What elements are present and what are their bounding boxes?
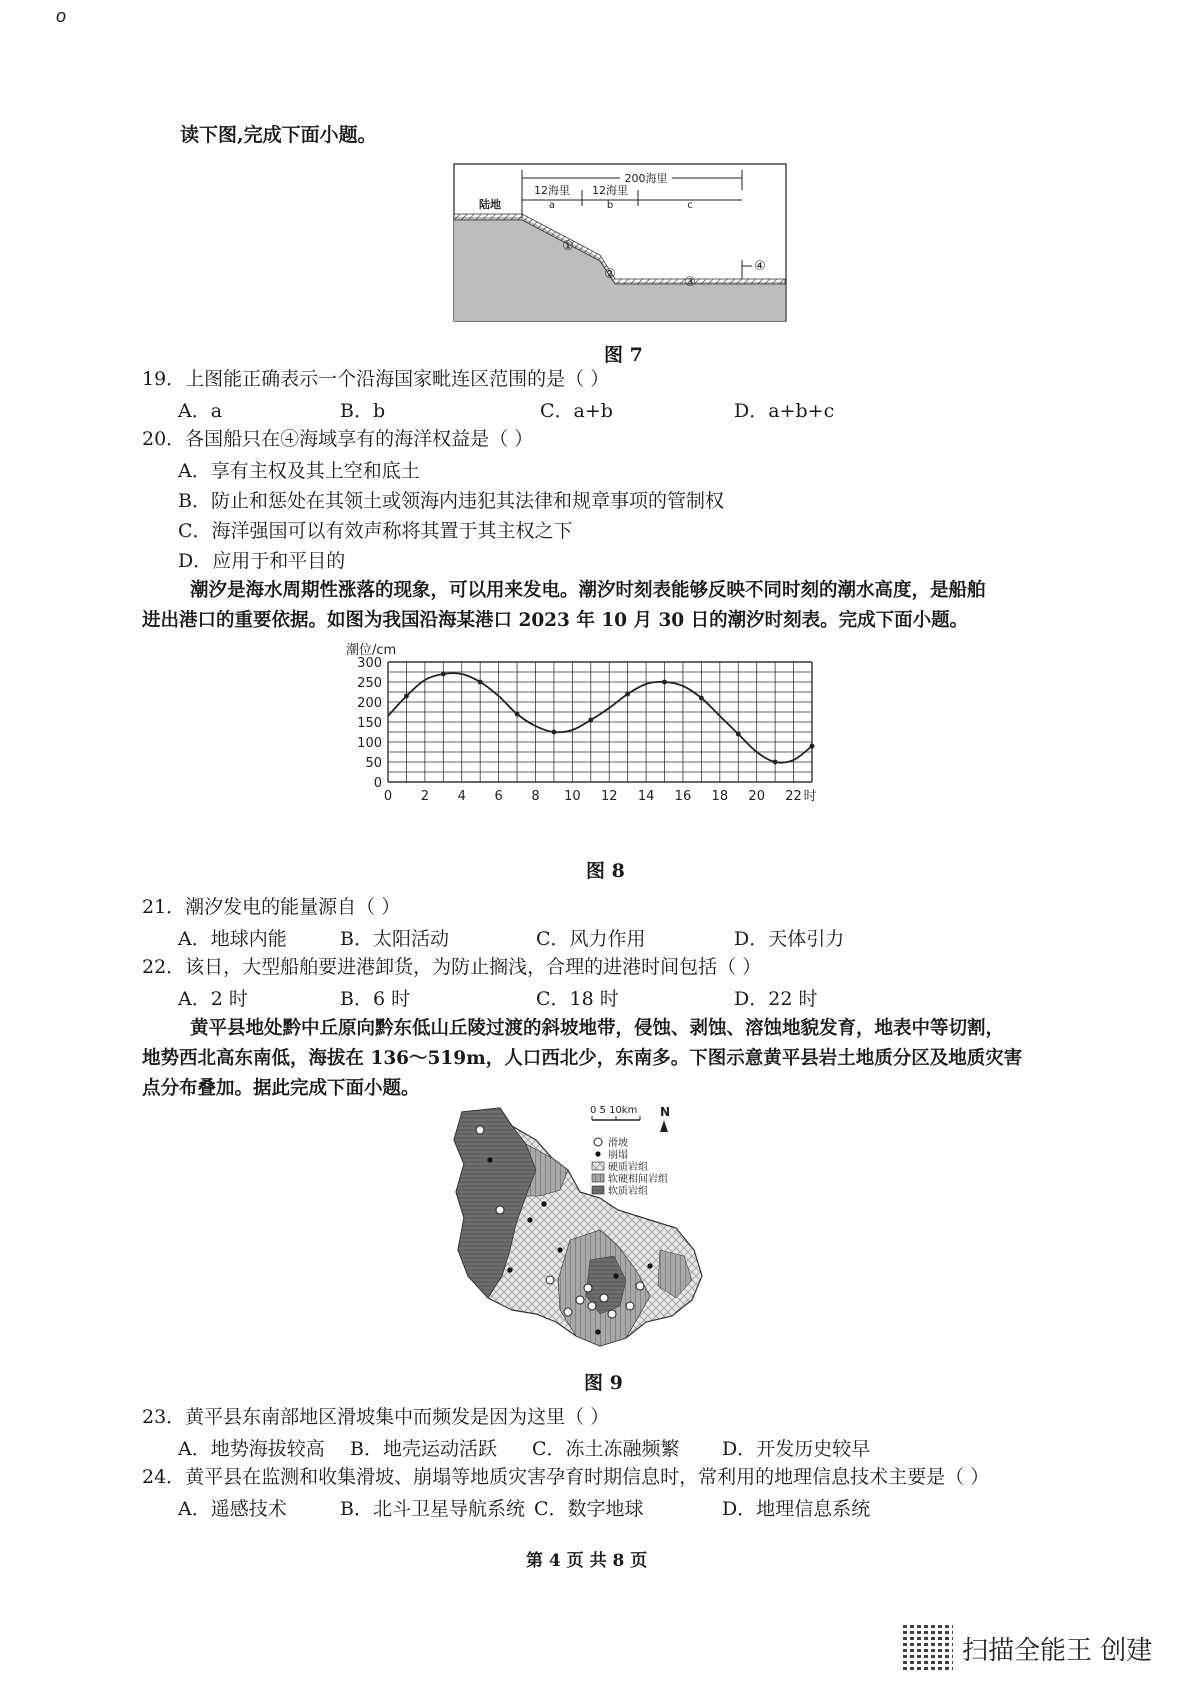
tide-data-point <box>588 718 593 723</box>
fig7-mark-2: ② <box>604 267 616 282</box>
chart-ylabel: 潮位/cm <box>346 643 397 658</box>
q19-option-d: D．a+b+c <box>734 400 835 422</box>
y-tick-label: 250 <box>357 676 382 691</box>
collapse-point <box>541 1201 546 1206</box>
tide-data-point <box>736 732 741 737</box>
q21-option-b: B．太阳活动 <box>340 928 449 950</box>
q20-option-d: D．应用于和平目的 <box>178 550 346 572</box>
fig7-sub-c: c <box>687 200 693 211</box>
q20-option-b: B．防止和惩处在其领土或领海内违犯其法律和规章事项的管制权 <box>178 490 724 512</box>
fig8-caption: 图 8 <box>586 860 625 882</box>
fig7-seg2: 12海里 <box>592 184 628 197</box>
tide-series-line <box>388 673 812 763</box>
collapse-point <box>613 1273 618 1278</box>
tide-data-point <box>773 760 778 765</box>
q24-option-c: C．数字地球 <box>534 1498 644 1520</box>
tide-intro-line-2: 进出港口的重要依据。如图为我国沿海某港口 2023 年 10 月 30 日的潮汐时刻表。完成下面小题。 <box>142 610 969 631</box>
legend-hard-rock: 硬质岩组 <box>608 1162 648 1173</box>
q23-stem: 23．黄平县东南部地区滑坡集中而频发是因为这里（ ） <box>142 1406 610 1428</box>
fig7-mark-1: ① <box>562 239 574 254</box>
q22-option-d: D．22 时 <box>734 988 818 1010</box>
q22-option-c: C．18 时 <box>536 988 619 1010</box>
y-tick-label: 150 <box>357 716 382 731</box>
collapse-point <box>527 1217 532 1222</box>
tide-data-point <box>478 680 483 685</box>
scanner-watermark: 扫描全能王 创建 <box>962 1636 1153 1666</box>
collapse-point <box>557 1247 562 1252</box>
legend-soft-rock: 软质岩组 <box>608 1186 648 1197</box>
tide-data-point <box>810 744 815 749</box>
q24-option-d: D．地理信息系统 <box>722 1498 871 1520</box>
corner-mark: o <box>56 6 67 26</box>
x-tick-label: 8 <box>531 789 540 804</box>
legend-landslide: 滑坡 <box>608 1138 628 1149</box>
q21-stem: 21．潮汐发电的能量源自（ ） <box>142 896 401 918</box>
q23-option-b: B．地壳运动活跃 <box>350 1438 497 1460</box>
tide-data-point <box>662 680 667 685</box>
tide-data-point <box>552 730 557 735</box>
x-tick-label: 20 <box>748 789 765 804</box>
x-tick-label: 12 <box>600 789 618 804</box>
landslide-point <box>496 1206 504 1214</box>
q19-option-a: A．a <box>178 400 223 422</box>
x-tick-label: 14 <box>637 789 655 804</box>
q23-option-a: A．地势海拔较高 <box>178 1438 325 1460</box>
page-footer: 第 4 页 共 8 页 <box>526 1551 648 1571</box>
q22-option-a: A．2 时 <box>178 988 248 1010</box>
map-scale: 0 5 10km <box>590 1105 638 1116</box>
landslide-point <box>546 1276 554 1284</box>
q21-option-d: D．天体引力 <box>734 928 845 950</box>
tide-data-point <box>441 672 446 677</box>
q24-option-a: A．遥感技术 <box>178 1498 287 1520</box>
tide-data-point <box>515 712 520 717</box>
q19-option-b: B．b <box>340 400 386 422</box>
fig7-land: 陆地 <box>479 198 501 211</box>
tide-chart <box>340 640 840 852</box>
fig7-seg1: 12海里 <box>534 184 570 197</box>
tide-data-point <box>625 692 630 697</box>
landslide-point <box>564 1308 572 1316</box>
fig7-mark-3: ③ <box>684 275 696 290</box>
q23-option-c: C．冻土冻融频繁 <box>532 1438 680 1460</box>
q22-stem: 22．该日，大型船舶要进港卸货，为防止搁浅，合理的进港时间包括（ ） <box>142 956 762 978</box>
fig7-mark-4: ④ <box>754 259 766 274</box>
landslide-point <box>608 1310 616 1318</box>
geology-map <box>440 1100 780 1360</box>
x-tick-label: 18 <box>711 789 729 804</box>
collapse-point <box>647 1263 652 1268</box>
landslide-point <box>626 1302 634 1310</box>
tide-data-point <box>699 696 704 701</box>
map-legend <box>592 1136 668 1197</box>
q20-option-a: A．享有主权及其上空和底土 <box>178 460 420 482</box>
q22-option-b: B．6 时 <box>340 988 411 1010</box>
x-tick-label: 2 <box>420 789 430 804</box>
north-arrow-icon <box>660 1120 668 1132</box>
x-tick-label: 6 <box>494 789 503 804</box>
landslide-point <box>636 1282 644 1290</box>
x-tick-label: 0 <box>383 789 393 804</box>
x-tick-label: 10 <box>564 789 581 804</box>
huangping-intro-line-3: 点分布叠加。据此完成下面小题。 <box>142 1078 420 1099</box>
fig7-diagram <box>450 160 790 325</box>
y-tick-label: 300 <box>357 656 382 671</box>
landslide-point <box>476 1126 484 1134</box>
landslide-point <box>588 1302 596 1310</box>
fig9-caption: 图 9 <box>584 1372 623 1394</box>
q20-stem: 20．各国船只在④海域享有的海洋权益是（ ） <box>142 428 534 450</box>
fig7-intro: 读下图,完成下面小题。 <box>180 124 377 146</box>
north-arrow: N <box>660 1105 671 1119</box>
y-tick-label: 100 <box>357 736 382 751</box>
landslide-point <box>600 1294 608 1302</box>
landslide-point <box>576 1296 584 1304</box>
fig7-sub-b: b <box>606 200 614 211</box>
y-tick-label: 0 <box>373 776 382 791</box>
tide-intro-line-1: 潮汐是海水周期性涨落的现象，可以用来发电。潮汐时刻表能够反映不同时刻的潮水高度，是船舶 <box>190 580 986 601</box>
y-tick-label: 50 <box>365 756 382 771</box>
q24-option-b: B．北斗卫星导航系统 <box>340 1498 525 1520</box>
fig7-caption: 图 7 <box>604 344 643 366</box>
landslide-point <box>584 1284 592 1292</box>
collapse-point <box>487 1157 492 1162</box>
q23-option-d: D．开发历史较早 <box>722 1438 871 1460</box>
collapse-point <box>595 1329 600 1334</box>
q21-option-a: A．地球内能 <box>178 928 287 950</box>
q19-stem: 19．上图能正确表示一个沿海国家毗连区范围的是（ ） <box>142 368 610 390</box>
x-tick-label: 22 <box>785 789 802 804</box>
chart-xlabel: 时 <box>803 789 817 804</box>
y-tick-label: 200 <box>357 696 382 711</box>
q20-option-c: C．海洋强国可以有效声称将其置于其主权之下 <box>178 520 573 542</box>
x-tick-label: 4 <box>457 789 466 804</box>
fig7-sub-a: a <box>548 200 556 211</box>
fig7-top-label: 200海里 <box>624 172 668 185</box>
q21-option-c: C．风力作用 <box>536 928 646 950</box>
collapse-point <box>507 1267 512 1272</box>
qr-code-icon <box>903 1623 953 1673</box>
q24-stem: 24．黄平县在监测和收集滑坡、崩塌等地质灾害孕育时期信息时，常利用的地理信息技术主要是（ ） <box>142 1466 990 1488</box>
tide-data-point <box>404 694 409 699</box>
q19-option-c: C．a+b <box>540 400 613 422</box>
x-tick-label: 16 <box>674 789 692 804</box>
legend-collapse: 崩塌 <box>608 1150 628 1161</box>
huangping-intro-line-1: 黄平县地处黔中丘原向黔东低山丘陵过渡的斜坡地带，侵蚀、剥蚀、溶蚀地貌发育，地表中等切割， <box>190 1018 1005 1039</box>
huangping-intro-line-2: 地势西北高东南低，海拔在 136～519m，人口西北少，东南多。下图示意黄平县岩土地质分区及地质灾害 <box>142 1048 1023 1069</box>
legend-mixed-rock: 软硬相间岩组 <box>608 1174 668 1185</box>
